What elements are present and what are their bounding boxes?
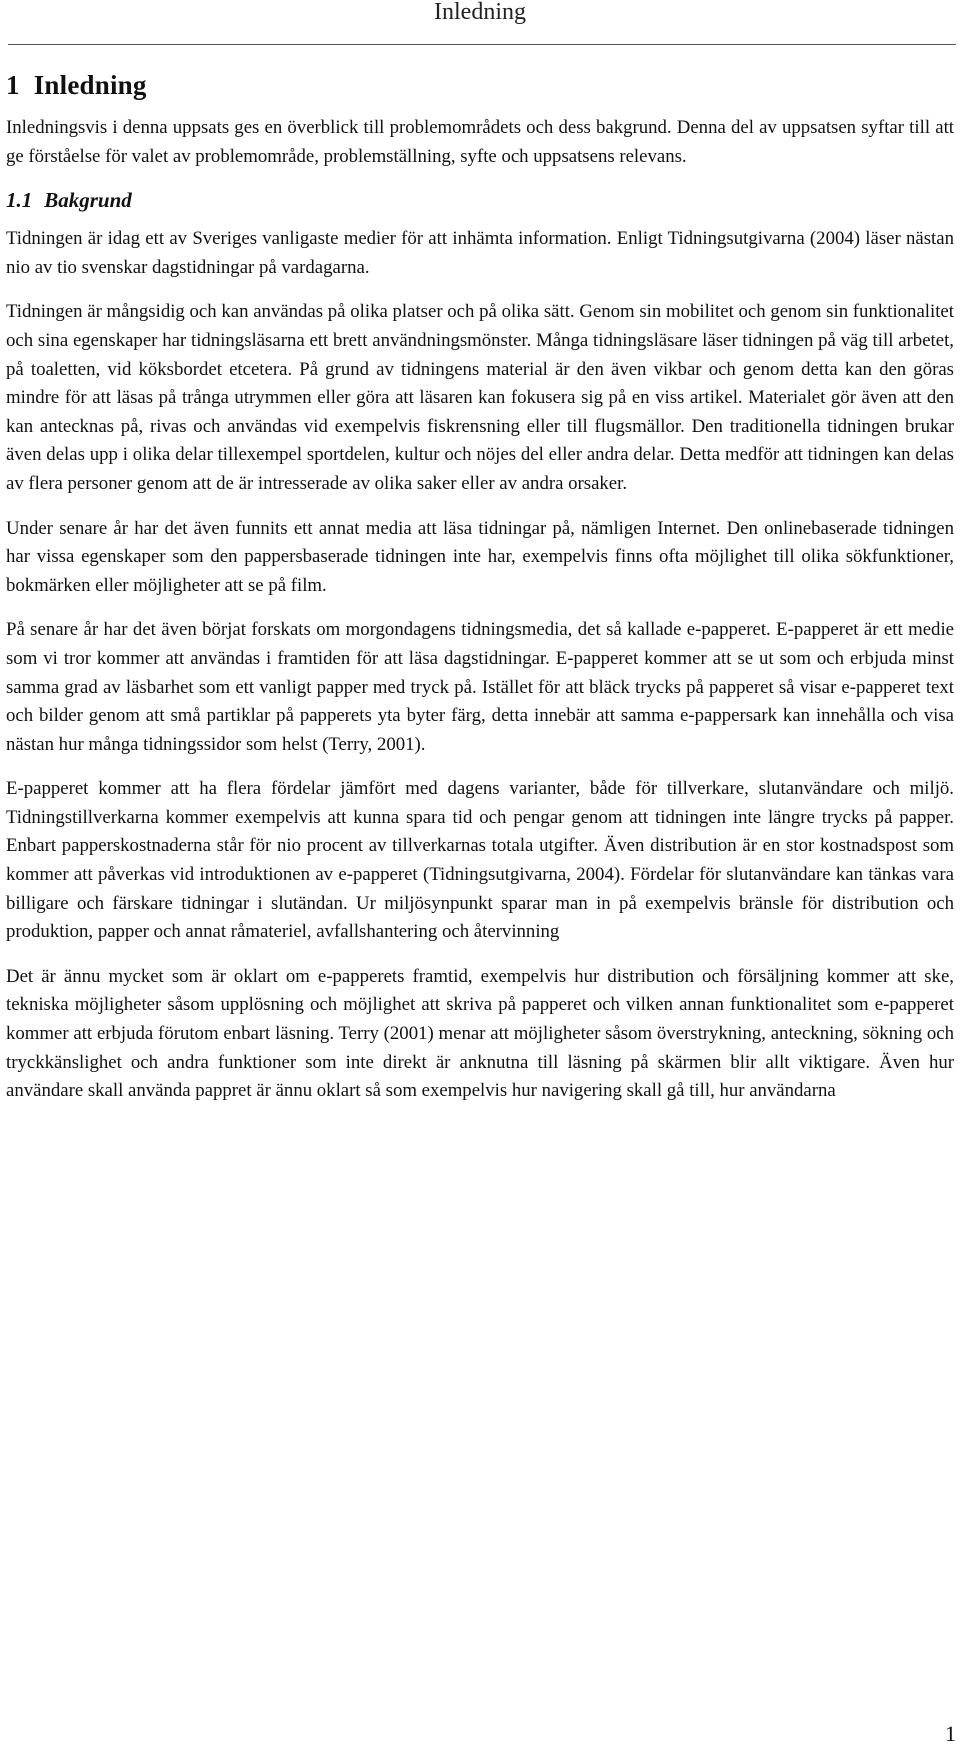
body-paragraph: På senare år har det även börjat forskats om morgondagens tidningsmedia, det så kallade e-papperet. E-papperet är ett medie som vi tror kommer att användas i framtiden för att läsa dagstidningar. E-papperet kommer att se ut som och erbjuda minst samma grad av läsbarhet som ett vanligt papper med tryck på. Istället för att bläck trycks på papperet så visar e-papperet text och bilder genom att små partiklar på papperets yta byter färg, detta innebär att samma e-pappersark kan innehålla och visa nästan hur många tidningssidor som helst (Terry, 2001). <box>6 619 954 755</box>
chapter-title: Inledning <box>33 70 147 100</box>
running-header: Inledning <box>434 0 526 25</box>
body-paragraph: Det är ännu mycket som är oklart om e-papperets framtid, exempelvis hur distribution och försäljning kommer att ske, tekniska möjligheter såsom upplösning och möjlighet att skriva på papperet och vilken annan funktionalitet som e-papperet kommer att erbjuda förutom enbart läsning. Terry (2001) menar att möjligheter såsom överstrykning, anteckning, sökning och tryckkänslighet och andra funktioner som inte direkt är anknutna till läsning på skärmen blir allt viktigare. Även hur användare skall använda pappret är ännu oklart så som exempelvis hur navigering skall gå till, hur användarna <box>6 965 954 1102</box>
chapter-number: 1 <box>6 70 20 100</box>
body-paragraph: Tidningen är idag ett av Sveriges vanligaste medier för att inhämta information. Enligt Tidningsutgivarna (2004) läser nästan nio av tio svenskar dagstidningar på vardagarna. <box>6 228 954 278</box>
body-paragraph: E-papperet kommer att ha flera fördelar jämfört med dagens varianter, både för tillverkare, slutanvändare och miljö. Tidningstillverkarna kommer exempelvis att kunna spara tid och pengar genom att tidningen inte längre trycks på papper. Enbart papperskostnaderna står för nio procent av tillverkarnas totala utgifter. Även distribution är en stor kostnadspost som kommer att påverkas vid introduktionen av e-papperet (Tidningsutgivarna, 2004). Fördelar för slutanvändare kan tänkas vara billigare och färskare tidningar i slutändan. Ur miljösynpunkt sparar man in på exempelvis bränsle för distribution och produktion, papper och annat råmateriel, avfallshantering och återvinning <box>6 778 954 943</box>
section-title: Bakgrund <box>44 188 132 213</box>
intro-paragraph: Inledningsvis i denna uppsats ges en överblick till problemområdets och dess bakgrund. Denna del av uppsatsen syftar till att ge förståelse för valet av problemområde, problemställning, syfte och uppsatsens relevans. <box>6 117 954 167</box>
body-paragraph: Tidningen är mångsidig och kan användas på olika platser och på olika sätt. Genom sin mobilitet och genom sin funktionalitet och sina egenskaper har tidningsläsarna ett brett användningsmönster. Många tidningsläsare läser tidningen på väg till arbetet, på toaletten, vid köksbordet etcetera. På grund av tidningens material är den även vikbar och genom detta kan den göras mindre för att läsas på trånga utrymmen eller göra att läsaren kan fokusera sig på en viss artikel. Materialet gör även att den kan antecknas på, rivas och användas vid exempelvis fiskrensning eller till flugsmällor. Den traditionella tidningen brukar även delas upp i olika delar tillexempel sportdelen, kultur och nöjes del eller andra delar. Detta medför att tidningen kan delas av flera personer genom att de är intresserade av olika saker eller av andra orsaker. <box>6 301 954 494</box>
header-rule <box>8 44 956 45</box>
body-paragraph: Under senare år har det även funnits ett annat media att läsa tidningar på, nämligen Internet. Den onlinebaserade tidningen har vissa egenskaper som den pappersbaserade tidningen inte har, exempelvis finns ofta möjlighet till olika sökfunktioner, bokmärken eller möjligheter att se på film. <box>6 517 954 596</box>
section-heading <box>6 187 954 213</box>
page-number: 1 <box>945 1721 956 1746</box>
section-number: 1.1 <box>6 188 33 213</box>
page-content <box>6 60 954 1122</box>
chapter-heading <box>6 70 954 100</box>
